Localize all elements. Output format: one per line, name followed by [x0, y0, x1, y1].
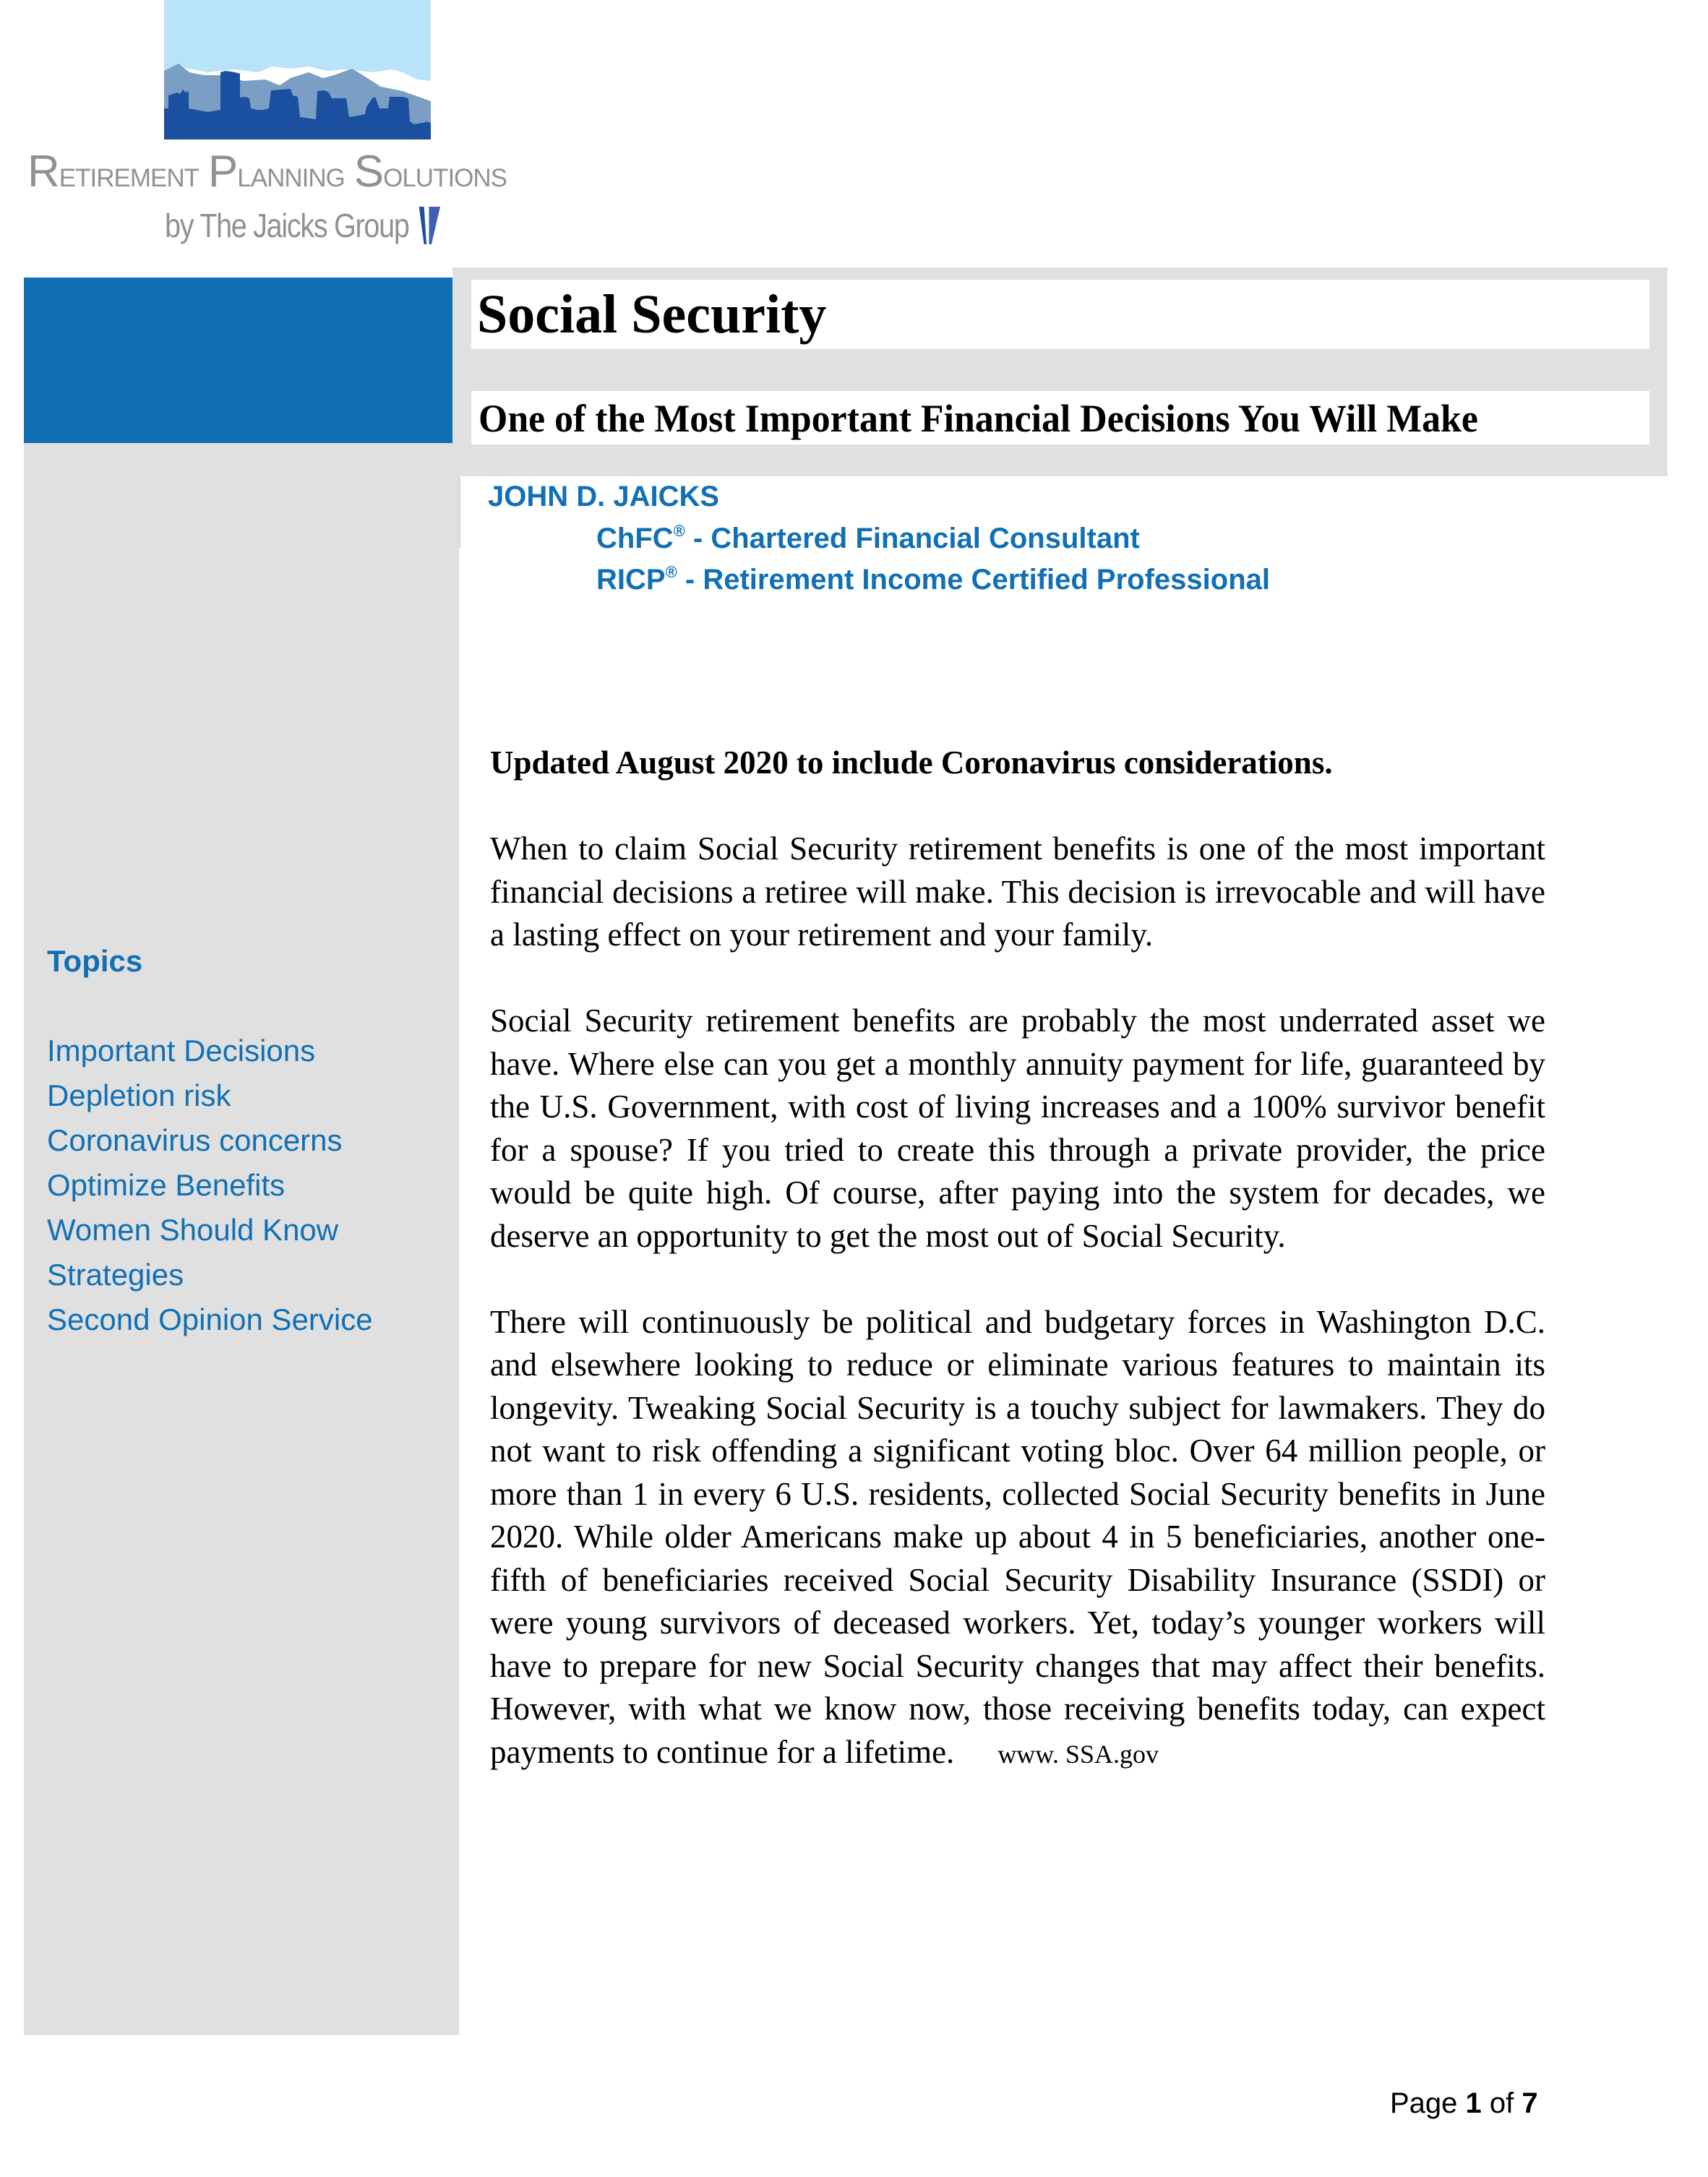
- article-body: [490, 742, 1545, 1819]
- topic-link-coronavirus-concerns[interactable]: Coronavirus concerns: [47, 1123, 343, 1157]
- topic-link-strategies[interactable]: Strategies: [47, 1258, 184, 1292]
- company-logo-image: [164, 0, 431, 139]
- topics-list: [47, 1029, 373, 1342]
- page-title: Social Security: [477, 284, 827, 345]
- paragraph-3-text: There will continuously be political and budgetary forces in Washington D.C. and elsewhere looking to reduce or eliminate various features to maintain its longevity. Tweaking Social Security is a touchy subject for lawmakers. They do not want to risk offending a significant voting bloc. Over 64 million people, or more than 1 in every 6 U.S. residents, collected Social Security benefits in June 2020. While older Americans make up about 4 in 5 beneficiaries, another one-fifth of beneficiaries received Social Security Disability Insurance (SSDI) or were young survivors of deceased workers. Yet, today’s younger workers will have to prepare for new Social Security changes that may affect their benefits. However, with what we know now, those receiving benefits today, can expect payments to continue for a lifetime.: [490, 1303, 1545, 1770]
- page-label: Page: [1390, 2087, 1466, 2119]
- credential-label: - Chartered Financial Consultant: [685, 523, 1140, 554]
- wordmark-word-solutions: olutions: [383, 154, 507, 194]
- update-note: Updated August 2020 to include Coronavirus considerations.: [490, 744, 1333, 781]
- credential-chfc: [596, 522, 1140, 555]
- paragraph-1: When to claim Social Security retirement benefits is one of the most important financial decisions a retiree will make. This decision is irrevocable and will have a lasting effect on your retirement and your family.: [490, 830, 1545, 953]
- topic-link-women-should-know[interactable]: Women Should Know: [47, 1213, 339, 1247]
- topic-link-optimize-benefits[interactable]: Optimize Benefits: [47, 1168, 286, 1202]
- company-wordmark: [27, 147, 577, 197]
- topics-heading: Topics: [47, 944, 143, 978]
- page-of-label: of: [1481, 2087, 1522, 2119]
- credential-abbr: RICP: [596, 564, 666, 596]
- page-number: [1390, 2086, 1538, 2121]
- topic-link-second-opinion-service[interactable]: Second Opinion Service: [47, 1302, 373, 1336]
- page-total: 7: [1522, 2087, 1538, 2119]
- credential-abbr: ChFC: [596, 523, 674, 554]
- wordmark-initial-r: R: [27, 147, 59, 197]
- page-subtitle: One of the Most Important Financial Decisions You Will Make: [479, 397, 1478, 440]
- credential-ricp: [596, 563, 1270, 596]
- registered-mark-icon: ®: [673, 522, 685, 540]
- wordmark-word-retirement: etirement: [59, 154, 208, 194]
- topic-link-depletion-risk[interactable]: Depletion risk: [47, 1078, 231, 1112]
- registered-mark-icon: ®: [665, 563, 677, 581]
- topic-link-important-decisions[interactable]: Important Decisions: [47, 1034, 316, 1068]
- wordmark-initial-s: S: [353, 147, 384, 197]
- page-current: 1: [1465, 2087, 1482, 2119]
- source-link[interactable]: www. SSA.gov: [997, 1739, 1159, 1769]
- jaicks-group-mark-icon: [418, 205, 440, 246]
- paragraph-3: [490, 1301, 1545, 1777]
- wordmark-initial-p: P: [207, 147, 238, 197]
- vertical-divider: [459, 477, 460, 548]
- company-byline: [165, 202, 440, 249]
- byline-text: by The Jaicks Group: [165, 207, 409, 244]
- paragraph-2: Social Security retirement benefits are probably the most underrated asset we have. Where else can you get a monthly annuity payment for life, guaranteed by the U.S. Government, with cost of living increases and a 100% survivor benefit for a spouse? If you tried to create this through a private provider, the price would be quite high. Of course, after paying into the system for decades, we deserve an opportunity to get the most out of Social Security.: [490, 1002, 1545, 1254]
- author-name: JOHN D. JAICKS: [488, 481, 720, 512]
- credential-label: - Retirement Income Certified Professional: [677, 564, 1270, 596]
- wordmark-word-planning: lanning: [237, 154, 354, 194]
- city-skyline-mountains-icon: [164, 0, 431, 139]
- sidebar-accent-block: [24, 278, 452, 443]
